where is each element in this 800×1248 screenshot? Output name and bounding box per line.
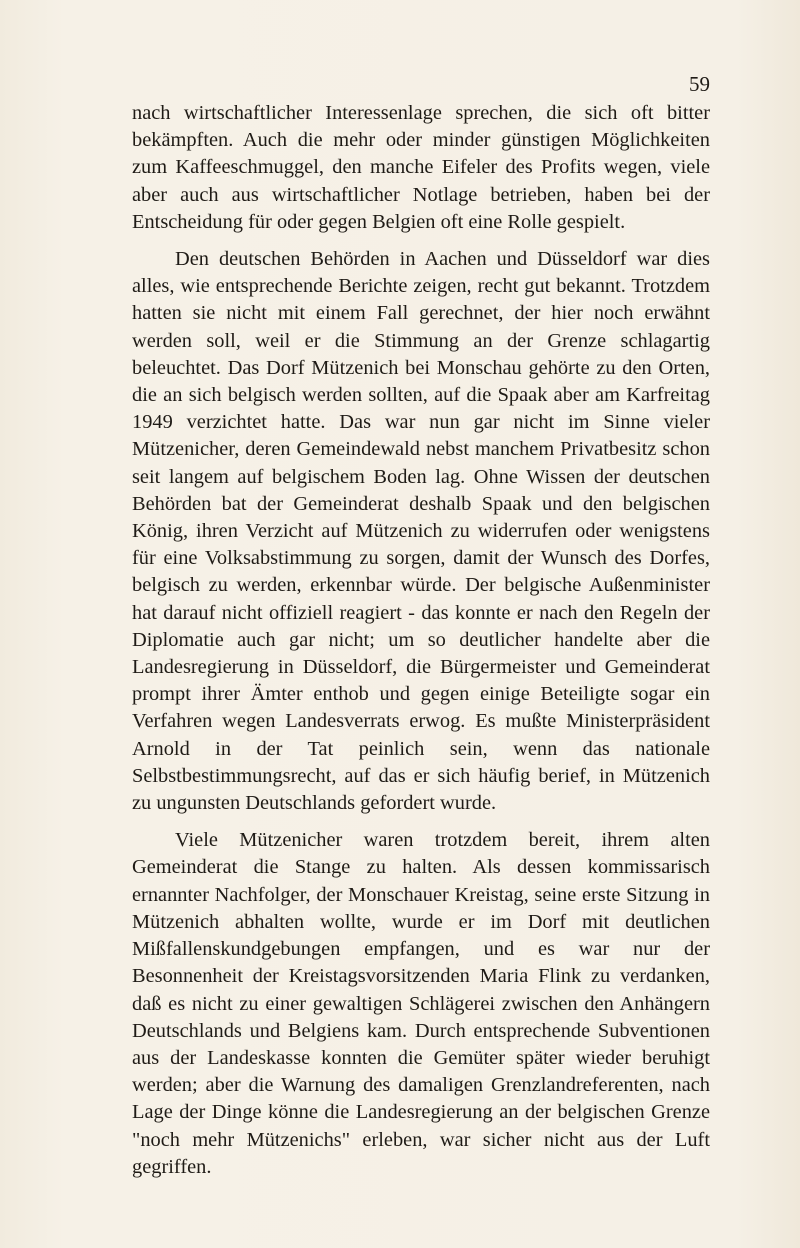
paragraph-continuation: nach wirtschaftlicher Interessenlage sprechen, die sich oft bitter bekämpften. Auch die mehr oder minder günstigen Möglichkeiten zum Kaffeeschmuggel, den manche Eifeler des Profits wegen, viele aber auch aus wirtschaftlicher Notlage betrieben, haben bei der Entscheidung für oder gegen Belgien oft eine Rolle gespielt. — [132, 102, 710, 233]
page-number: 59 — [689, 72, 710, 96]
paragraph-kreistag-session: Viele Mützenicher waren trotzdem bereit, ihrem alten Gemeinderat die Stange zu halten. Als dessen kommissarisch ernannter Nachfolger, der Monschauer Kreistag, seine erste Sitzung in Mützenich abhalten wollte, wurde er im Dorf mit deutlichen Mißfallenskundgebungen empfangen, und es war nur der Besonnenheit der Kreistagsvorsitzenden Maria Flink zu verdanken, daß es nicht zu einer gewaltigen Schlägerei zwischen den Anhängern Deutschlands und Belgiens kam. Durch entsprechende Subventionen aus der Landeskasse konnten die Gemüter später wieder beruhigt werden; aber die Warnung des damaligen Grenzlandreferenten, nach Lage der Dinge könne die Landesregierung an der belgischen Grenze "noch mehr Mützenichs" erleben, war sicher nicht aus der Luft gegriffen. — [132, 829, 710, 1178]
body-text — [132, 100, 710, 1181]
paragraph-muetzenich-case: Den deutschen Behörden in Aachen und Düsseldorf war dies alles, wie entsprechende Berichte zeigen, recht gut bekannt. Trotzdem hatten sie nicht mit einem Fall gerechnet, der hier noch erwähnt werden soll, weil er die Stimmung an der Grenze schlagartig beleuchtet. Das Dorf Mützenich bei Monschau gehörte zu den Orten, die an sich belgisch werden sollten, auf die Spaak aber am Karfreitag 1949 verzichtet hatte. Das war nun gar nicht im Sinne vieler Mützenicher, deren Gemeindewald nebst manchem Privatbesitz schon seit langem auf belgischem Boden lag. Ohne Wissen der deutschen Behörden bat der Gemeinderat deshalb Spaak und den belgischen König, ihren Verzicht auf Mützenich zu widerrufen oder wenigstens für eine Volksabstimmung zu sorgen, damit der Wunsch des Dorfes, belgisch zu werden, erkennbar würde. Der belgische Außenminister hat darauf nicht offiziell reagiert - das konnte er nach den Regeln der Diplomatie auch gar nicht; um so deutlicher handelte aber die Landesregierung in Düsseldorf, die Bürgermeister und Gemeinderat prompt ihrer Ämter enthob und gegen einige Beteiligte sogar ein Verfahren wegen Landesverrats erwog. Es mußte Ministerpräsident Arnold in der Tat peinlich sein, wenn das nationale Selbstbestimmungsrecht, auf das er sich häufig berief, in Mützenich zu ungunsten Deutschlands gefordert wurde. — [132, 248, 710, 815]
